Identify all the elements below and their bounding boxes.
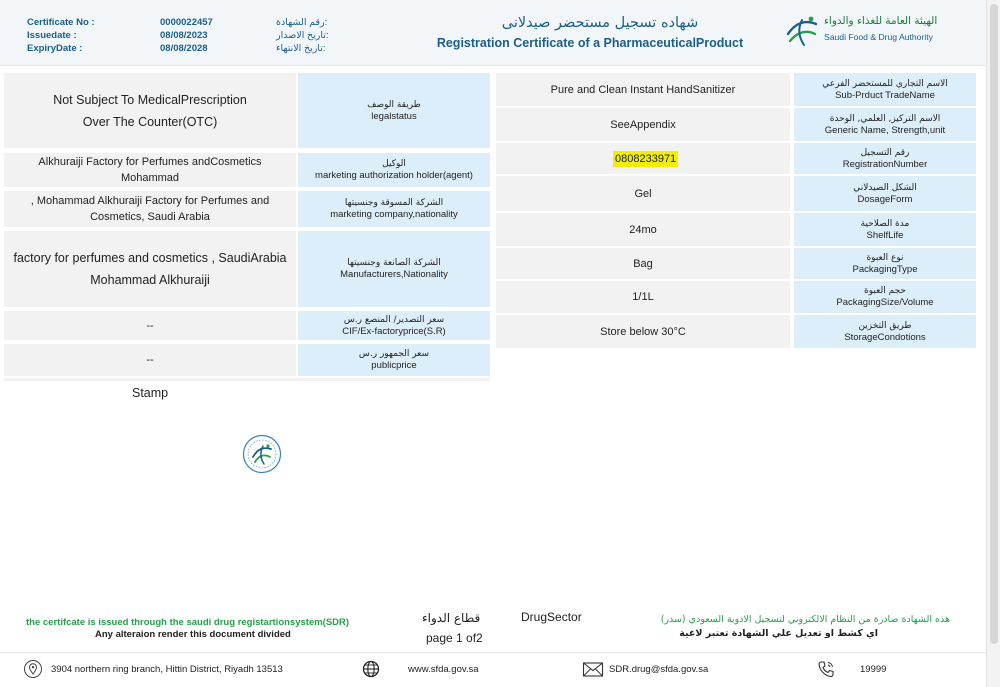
dosage-form-label-en: DosageForm	[857, 193, 913, 205]
generic-name-label-en: Generic Name, Strength,unit	[824, 124, 946, 136]
dosage-form-label-ar: الشكل الصيدلاني	[853, 182, 917, 193]
certificate-title-en: Registration Certificate of a PharmaceuticalProduct	[436, 36, 744, 50]
packaging-type-value-text: Bag	[633, 257, 653, 270]
trade-name-value	[496, 73, 790, 106]
logo-text-ar: الهيئة العامة للغذاء والدواء	[824, 15, 938, 27]
left-table-bottom-rule	[4, 378, 490, 381]
storage-conditions-label-ar: طريق التخزين	[858, 320, 912, 331]
cif-price-value	[4, 311, 296, 340]
manufacturer-label-ar: الشركة الصانعة وجنسيتها	[347, 258, 441, 268]
footer-issued-ar: هذه الشهادة صادرة من النظام الالكتروني لتسجيل الادوية السعودي (سدر)	[660, 614, 950, 625]
storage-conditions-value	[496, 315, 790, 348]
certificate-header	[0, 0, 986, 66]
marketing-company-value-text: , Mohammad Alkhuraiji Factory for Perfumes and Cosmetics, Saudi Arabia	[30, 195, 270, 223]
trade-name-value-text: Pure and Clean Instant HandSanitizer	[550, 83, 736, 96]
agent-label-en: marketing authorization holder(agent)	[315, 170, 473, 181]
cif-price-label-ar: سعر التصدير/ المنصع ر.س	[343, 314, 445, 325]
issue-date-value: 08/08/2023	[160, 30, 208, 41]
meta-labels	[27, 16, 95, 55]
legal-status-label-ar: طريقة الوصف	[367, 99, 421, 110]
shelf-life-label-en: ShelfLife	[866, 229, 904, 241]
contact-email[interactable]: SDR.drug@sfda.gov.sa	[609, 664, 709, 675]
certificate-no-value: 0000022457	[160, 17, 213, 28]
stamp-seal-icon	[242, 434, 282, 474]
footer-issued-en: the certifcate is issued through the saudi drug registartionsystem(SDR)	[26, 617, 350, 628]
logo-text-en: Saudi Food & Drug Authority	[824, 32, 933, 42]
legal-status-label-en: legalstatus	[371, 110, 417, 122]
public-price-label-en: publicprice	[371, 360, 417, 371]
certificate-no-label-ar: رقم الشهادة:	[276, 17, 328, 28]
registration-number-value-text: 0808233971	[615, 152, 677, 165]
registration-number-label-en: RegistrationNumber	[842, 158, 928, 170]
dosage-form-label	[794, 176, 976, 211]
registration-number-label	[794, 143, 976, 174]
agent-value	[4, 153, 296, 187]
packaging-type-value	[496, 248, 790, 279]
issue-date-label-ar: تاريخ الاصدار:	[276, 30, 329, 41]
generic-name-value	[496, 108, 790, 141]
public-price-value-text: --	[146, 354, 154, 366]
manufacturer-label-en: Manufacturers,Nationality	[340, 269, 448, 280]
contact-address: 3904 northern ring branch, Hittin District, Riyadh 13513	[51, 664, 283, 675]
dosage-form-value-text: Gel	[634, 187, 652, 200]
contact-website[interactable]: www.sfda.gov.sa	[408, 664, 479, 675]
legal-status-value	[4, 73, 296, 148]
sfda-logo	[784, 14, 944, 50]
packaging-size-label	[794, 281, 976, 313]
expiry-date-label: ExpiryDate :	[27, 43, 83, 54]
registration-number-label-ar: رقم التسجيل	[860, 147, 910, 158]
generic-name-label-ar: الاسم التركيز, العلمي, الوحدة	[829, 113, 941, 124]
dosage-form-value	[496, 176, 790, 211]
footer-sector-en: DrugSector	[521, 610, 582, 624]
certificate-title-ar: شهاده تسجيل مستحضر صيدلانى	[501, 15, 699, 31]
certificate-no-label: Certificate No :	[27, 17, 95, 28]
packaging-size-value	[496, 281, 790, 313]
shelf-life-label	[794, 213, 976, 246]
contact-bar	[0, 652, 986, 687]
meta-values	[160, 16, 213, 55]
agent-label	[298, 153, 490, 187]
agent-label-ar: الوكيل	[382, 159, 406, 169]
footer-alteration-en: Any alteraion render this document divided	[95, 629, 291, 640]
public-price-label-ar: سعر الجمهور ر.س	[358, 349, 430, 359]
generic-name-value-text: SeeAppendix	[610, 118, 676, 131]
packaging-type-label-en: PackagingType	[852, 263, 918, 275]
legal-status-line-2: Over The Counter(OTC)	[82, 114, 218, 129]
cif-price-label-en: CIF/Ex-factoryprice(S.R)	[342, 325, 446, 337]
marketing-company-value	[4, 191, 296, 227]
packaging-size-label-ar: حجم العبوة	[864, 286, 906, 296]
packaging-type-label	[794, 248, 976, 279]
marketing-company-label	[298, 191, 490, 227]
vertical-scrollbar[interactable]	[986, 0, 1000, 687]
expiry-date-value: 08/08/2028	[160, 43, 208, 54]
location-icon	[23, 659, 43, 679]
trade-name-label-en: Sub-Prduct TradeName	[835, 89, 935, 101]
mail-icon	[582, 659, 604, 679]
marketing-company-label-en: marketing company,nationality	[330, 209, 458, 220]
generic-name-label	[794, 108, 976, 141]
shelf-life-value	[496, 213, 790, 246]
scrollbar-thumb[interactable]	[990, 4, 998, 644]
manufacturer-label	[298, 231, 490, 307]
legal-status-label	[298, 73, 490, 148]
cif-price-value-text: --	[146, 319, 154, 332]
footer-sector-ar: قطاع الدواء	[422, 611, 481, 625]
public-price-label	[298, 344, 490, 376]
expiry-date-label-ar: تاريخ الانتهاء:	[276, 43, 326, 54]
public-price-value	[4, 344, 296, 376]
manufacturer-value-text: factory for perfumes and cosmetics , SaudiArabia Mohammad Alkhuraiji	[13, 251, 287, 287]
trade-name-label-ar: الاسم التجاري للمستحضر الفرعي	[822, 78, 948, 89]
trade-name-label	[794, 73, 976, 106]
registration-number-value	[496, 143, 790, 174]
cif-price-label	[298, 311, 490, 340]
issue-date-label: Issuedate :	[27, 30, 77, 41]
packaging-size-label-en: PackagingSize/Volume	[836, 297, 934, 308]
globe-icon	[361, 659, 381, 679]
footer-alteration-ar: اي كشط او تعديل علي الشهادة تعتبر لاغية	[679, 628, 878, 639]
manufacturer-value	[4, 231, 296, 307]
meta-labels-ar	[276, 16, 329, 55]
storage-conditions-label-en: StorageCondotions	[844, 331, 926, 343]
shelf-life-label-ar: مدة الصلاحية	[860, 218, 910, 229]
packaging-size-value-text: 1/1L	[632, 291, 654, 303]
legal-status-line-1: Not Subject To MedicalPrescription	[53, 92, 247, 107]
phone-icon	[816, 659, 836, 679]
shelf-life-value-text: 24mo	[629, 223, 657, 236]
marketing-company-label-ar: الشركة المسوقة وجنسيتها	[344, 198, 444, 208]
stamp-label: Stamp	[132, 386, 169, 400]
storage-conditions-value-text: Store below 30°C	[600, 325, 686, 338]
sfda-logo-icon	[784, 14, 820, 48]
packaging-type-label-ar: نوع العبوة	[866, 252, 904, 263]
agent-value-text: Alkhuraiji Factory for Perfumes andCosmetics Mohammad	[38, 156, 262, 184]
storage-conditions-label	[794, 315, 976, 348]
footer-page-number: page 1 of2	[426, 631, 483, 645]
contact-phone[interactable]: 19999	[860, 664, 887, 675]
